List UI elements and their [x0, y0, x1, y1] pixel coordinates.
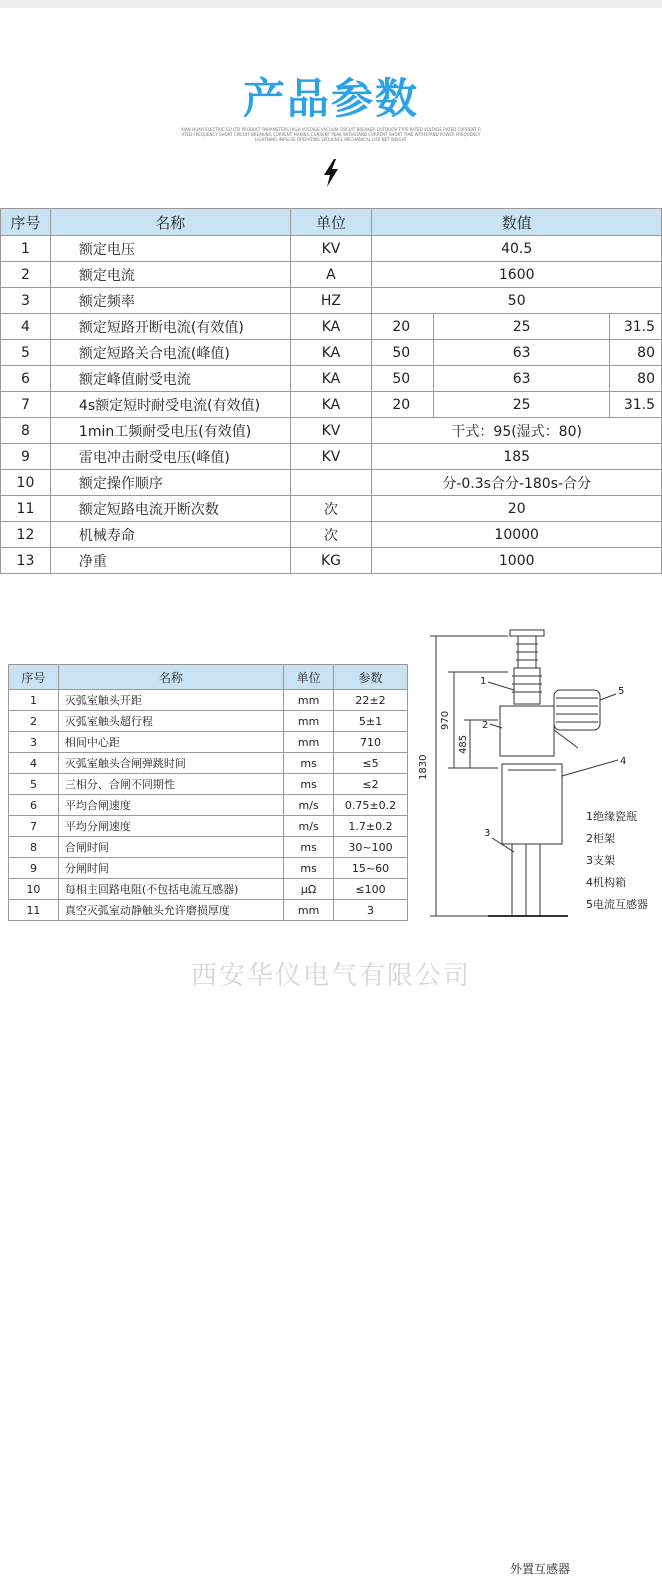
cell-no: 11	[9, 900, 59, 921]
cell-value-2: 63	[434, 340, 610, 366]
cell-unit: ms	[284, 753, 334, 774]
fine-print-text: XIAN HUAYI ELECTRIC CO LTD PRODUCT PARAMETERS HIGH VOLTAGE VACUUM CIRCUIT BREAKER OUTDOOR TYPE RATED VOLTAGE RATED CURRENT RATED FREQUENCY SHORT CIRCUIT BREAKING CURRENT MAKING CURRENT PEAK WITHSTAND CURRENT SHORT TIME WITHSTAND POWER FREQUENCY LIGHTNING IMPULSE OPERATING SEQUENCE MECHANICAL LIFE NET WEIGHT	[181, 127, 481, 142]
cell-no: 3	[1, 288, 51, 314]
table-header-row	[9, 665, 408, 690]
cell-value-1: 20	[372, 392, 434, 418]
cell-unit: mm	[284, 732, 334, 753]
table-row	[9, 837, 408, 858]
legend-item: 5电流互感器	[586, 898, 648, 911]
cell-name: 额定峰值耐受电流	[50, 366, 290, 392]
cell-unit: A	[290, 262, 372, 288]
cell-unit: m/s	[284, 795, 334, 816]
cell-unit: μΩ	[284, 879, 334, 900]
cell-name: 真空灭弧室动静触头允许磨损厚度	[58, 900, 283, 921]
table-row	[9, 879, 408, 900]
cell-value-3: 31.5	[609, 392, 661, 418]
table-row	[1, 548, 662, 574]
lightning-bolt-icon	[320, 158, 342, 188]
table-row	[1, 314, 662, 340]
cell-name: 分闸时间	[58, 858, 283, 879]
cell-value: 1.7±0.2	[334, 816, 408, 837]
table-row	[1, 444, 662, 470]
cell-no: 4	[9, 753, 59, 774]
cell-no: 10	[9, 879, 59, 900]
cell-value: 5±1	[334, 711, 408, 732]
cell-value: 50	[372, 288, 662, 314]
legend-item: 3支架	[586, 854, 615, 867]
cell-unit: m/s	[284, 816, 334, 837]
cell-value: 15~60	[334, 858, 408, 879]
cell-no: 12	[1, 522, 51, 548]
dim-970: 970	[440, 710, 451, 730]
table-row	[1, 262, 662, 288]
company-watermark: 西安华仪电气有限公司	[190, 961, 471, 991]
cell-value-2: 63	[434, 366, 610, 392]
table-row	[1, 392, 662, 418]
cell-value: 1000	[372, 548, 662, 574]
cell-no: 5	[1, 340, 51, 366]
cell-value-2: 25	[434, 314, 610, 340]
cell-unit: mm	[284, 711, 334, 732]
cell-value: 40.5	[372, 236, 662, 262]
cell-name: 机械寿命	[50, 522, 290, 548]
cell-unit: mm	[284, 690, 334, 711]
header-name: 名称	[58, 665, 283, 690]
table-row	[9, 732, 408, 753]
cell-value-1: 20	[372, 314, 434, 340]
cell-no: 5	[9, 774, 59, 795]
cell-name: 相间中心距	[58, 732, 283, 753]
dim-1830: 1830	[418, 754, 429, 780]
cell-unit: 次	[290, 496, 372, 522]
table-row	[9, 753, 408, 774]
cell-name: 平均分闸速度	[58, 816, 283, 837]
cell-name: 灭弧室触头开距	[58, 690, 283, 711]
cell-value: 10000	[372, 522, 662, 548]
dim-485: 485	[458, 734, 469, 754]
cell-value-3: 31.5	[609, 314, 661, 340]
header-no: 序号	[9, 665, 59, 690]
cell-unit: KA	[290, 340, 372, 366]
cell-unit	[290, 470, 372, 496]
cell-unit: ms	[284, 858, 334, 879]
cell-value: ≤100	[334, 879, 408, 900]
cell-name: 合闸时间	[58, 837, 283, 858]
cell-unit: KA	[290, 366, 372, 392]
cell-name: 净重	[50, 548, 290, 574]
mechanical-parameters-table	[8, 664, 408, 921]
cell-no: 4	[1, 314, 51, 340]
cell-no: 2	[1, 262, 51, 288]
cell-unit: KV	[290, 444, 372, 470]
cell-unit: KV	[290, 236, 372, 262]
cell-no: 9	[1, 444, 51, 470]
cell-value: ≤2	[334, 774, 408, 795]
cell-no: 2	[9, 711, 59, 732]
cell-unit: HZ	[290, 288, 372, 314]
cell-value: 3	[334, 900, 408, 921]
table-row	[1, 470, 662, 496]
cell-name: 每相主回路电阻(不包括电流互感器)	[58, 879, 283, 900]
page-title: 产品参数	[242, 74, 419, 123]
table-row	[9, 816, 408, 837]
cell-value-2: 25	[434, 392, 610, 418]
table-row	[1, 496, 662, 522]
cell-name: 4s额定短时耐受电流(有效值)	[50, 392, 290, 418]
callout-4: 4	[620, 756, 627, 767]
cell-name: 灭弧室触头超行程	[58, 711, 283, 732]
table-row	[9, 690, 408, 711]
table-header-row	[1, 209, 662, 236]
cell-name: 额定短路电流开断次数	[50, 496, 290, 522]
cell-value: ≤5	[334, 753, 408, 774]
cell-value: 710	[334, 732, 408, 753]
table-row	[9, 711, 408, 732]
cell-name: 额定频率	[50, 288, 290, 314]
cell-no: 1	[1, 236, 51, 262]
diagram-caption: 外置互感器	[509, 1562, 570, 1576]
cell-name: 额定操作顺序	[50, 470, 290, 496]
cell-name: 灭弧室触头合闸弹跳时间	[58, 753, 283, 774]
cell-value: 185	[372, 444, 662, 470]
callout-2: 2	[482, 720, 489, 731]
cell-value-3: 80	[609, 366, 661, 392]
table-row	[1, 522, 662, 548]
table-row	[1, 366, 662, 392]
cell-no: 3	[9, 732, 59, 753]
table-row	[1, 418, 662, 444]
legend-item: 2柜架	[586, 832, 615, 845]
cell-unit: mm	[284, 900, 334, 921]
cell-value: 22±2	[334, 690, 408, 711]
header-no: 序号	[1, 209, 51, 236]
cell-value-3: 80	[609, 340, 661, 366]
table-row	[1, 236, 662, 262]
cell-name: 额定电流	[50, 262, 290, 288]
cell-unit: ms	[284, 774, 334, 795]
cell-name: 雷电冲击耐受电压(峰值)	[50, 444, 290, 470]
cell-no: 7	[9, 816, 59, 837]
cell-no: 8	[1, 418, 51, 444]
header-unit: 单位	[284, 665, 334, 690]
header-name: 名称	[50, 209, 290, 236]
cell-name: 三相分、合闸不同期性	[58, 774, 283, 795]
cell-value: 干式：95(湿式：80)	[372, 418, 662, 444]
header-value: 数值	[372, 209, 662, 236]
top-bar	[0, 0, 662, 8]
cell-no: 1	[9, 690, 59, 711]
cell-value-1: 50	[372, 366, 434, 392]
cell-unit: KA	[290, 314, 372, 340]
cell-name: 额定短路开断电流(有效值)	[50, 314, 290, 340]
cell-value: 30~100	[334, 837, 408, 858]
cell-name: 1min工频耐受电压(有效值)	[50, 418, 290, 444]
cell-value: 分-0.3s合分-180s-合分	[372, 470, 662, 496]
cell-name: 额定电压	[50, 236, 290, 262]
table-row	[9, 858, 408, 879]
cell-unit: KA	[290, 392, 372, 418]
callout-3: 3	[484, 828, 491, 839]
cell-no: 10	[1, 470, 51, 496]
table-row	[1, 288, 662, 314]
product-parameters-table	[0, 208, 662, 574]
cell-unit: KG	[290, 548, 372, 574]
diagram-legend	[586, 806, 648, 916]
cell-no: 6	[1, 366, 51, 392]
cell-value: 1600	[372, 262, 662, 288]
table-row	[9, 774, 408, 795]
cell-name: 额定短路关合电流(峰值)	[50, 340, 290, 366]
cell-no: 6	[9, 795, 59, 816]
table-row	[1, 340, 662, 366]
cell-no: 8	[9, 837, 59, 858]
legend-item: 1绝缘瓷瓶	[586, 810, 637, 823]
cell-no: 9	[9, 858, 59, 879]
header-unit: 单位	[290, 209, 372, 236]
cell-value-1: 50	[372, 340, 434, 366]
cell-unit: KV	[290, 418, 372, 444]
cell-no: 13	[1, 548, 51, 574]
cell-unit: 次	[290, 522, 372, 548]
legend-item: 4机构箱	[586, 876, 626, 889]
header-param: 参数	[334, 665, 408, 690]
cell-value: 20	[372, 496, 662, 522]
cell-name: 平均合闸速度	[58, 795, 283, 816]
cell-value: 0.75±0.2	[334, 795, 408, 816]
cell-no: 11	[1, 496, 51, 522]
callout-5: 5	[618, 686, 625, 697]
callout-1: 1	[480, 676, 487, 687]
cell-unit: ms	[284, 837, 334, 858]
table-row	[9, 795, 408, 816]
cell-no: 7	[1, 392, 51, 418]
table-row	[9, 900, 408, 921]
